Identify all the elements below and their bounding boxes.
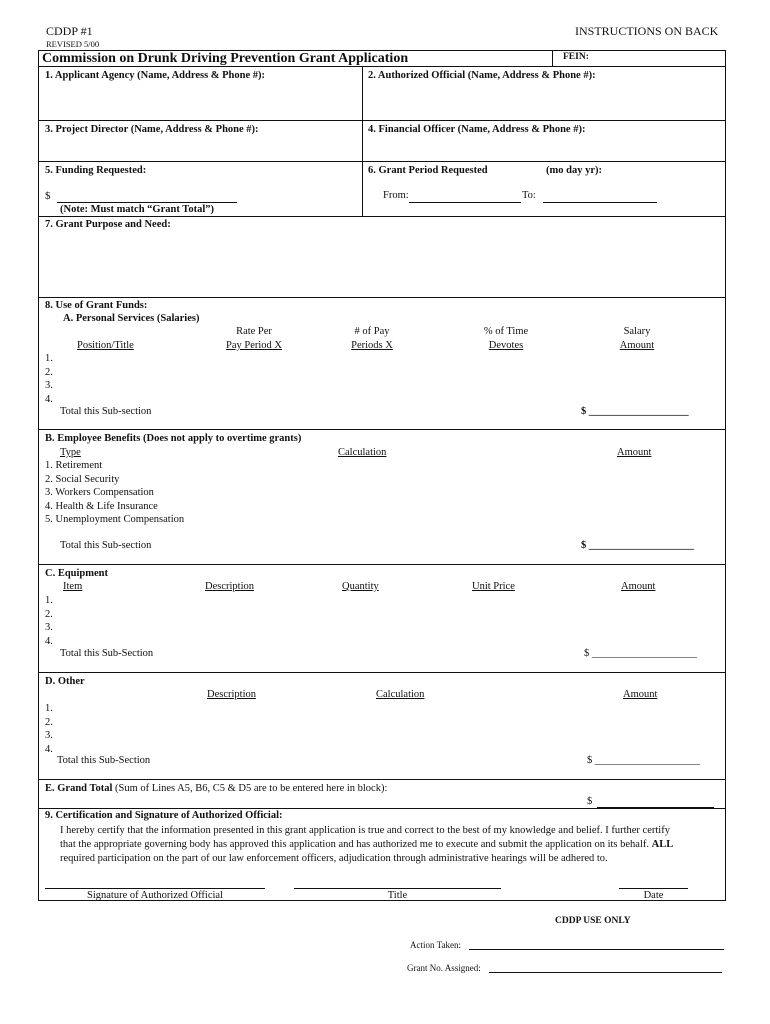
certification-line-1: I hereby certify that the information presented in this grant application is true and correct to the best of my knowledge and belief. I further certify [60,825,670,836]
col-pct-time: % of Time [483,326,529,337]
equipment-rows [45,594,53,648]
other-rows [45,702,53,756]
list-item: 4. [45,635,53,647]
employee-benefits-label: B. Employee Benefits (Does not apply to overtime grants) [45,433,302,444]
signature-label: Signature of Authorized Official [87,890,223,901]
col-other-description: Description [207,689,256,700]
list-item: 4. [45,743,53,755]
other-field[interactable] [60,702,720,756]
col-benefits-amount: Amount [617,447,652,458]
col-amount: Amount [619,340,655,351]
col-type-text: Type [60,447,81,458]
funding-dollar-sign: $ [45,190,51,202]
title-field[interactable] [294,872,501,888]
funding-note: (Note: Must match “Grant Total”) [60,204,214,215]
personal-services-rows [45,352,53,406]
date-line [619,888,688,889]
personal-services-label: A. Personal Services (Salaries) [63,313,200,324]
grant-period-label: 6. Grant Period Requested [368,165,488,176]
project-director-field[interactable] [42,138,358,160]
applicant-agency-field[interactable] [42,84,358,118]
grant-period-format: (mo day yr): [546,165,602,176]
fein-label: FEIN: [563,52,589,62]
grant-from-label: From: [383,190,409,201]
col-other-amount: Amount [623,689,658,700]
list-item: 1. Retirement [45,460,103,471]
instructions-note: INSTRUCTIONS ON BACK [575,24,719,38]
col-rate-per: Rate Per [236,326,272,337]
title-label: Title [387,890,408,901]
benefits-rows [45,459,184,527]
list-item: 1. [45,353,53,364]
financial-officer-label: 4. Financial Officer (Name, Address & Phone #): [368,124,586,135]
signature-line [45,888,265,889]
certification-line-3: required participation on the part of our law enforcement officers, adjudication through administrative hearings will be adhered to. [60,853,608,864]
grant-to-label: To: [522,190,536,201]
list-item: 3. Workers Compensation [45,487,154,498]
grand-total-note: (Sum of Lines A5, B6, C5 & D5 are to be entered here in block): [115,783,388,794]
applicant-agency-label: 1. Applicant Agency (Name, Address & Phone #): [45,70,266,81]
date-label: Date [643,890,664,901]
grand-total-dollar: $ [587,796,593,807]
form-id: CDDP #1 [46,24,93,38]
grant-to-field[interactable] [543,190,657,203]
list-item: 1. [45,595,53,606]
funding-requested-label: 5. Funding Requested: [45,165,147,176]
page-title: Commission on Drunk Driving Prevention Grant Application [42,51,409,66]
financial-officer-field[interactable] [366,138,722,160]
certification-text [60,824,725,866]
personal-services-field[interactable] [60,352,720,406]
list-item: 2. [45,366,53,378]
other-total-label: Total this Sub-Section [57,755,151,766]
action-taken-label: Action Taken: [410,940,461,950]
revised-date: REVISED 5/00 [46,39,100,49]
equipment-total-field[interactable]: $ ____________________ [584,648,697,659]
col-unit-price: Unit Price [472,581,515,592]
list-item: 2. Social Security [45,473,120,485]
authorized-official-label: 2. Authorized Official (Name, Address & Phone #): [368,70,596,81]
list-item: 2. [45,716,53,728]
col-other-calculation: Calculation [376,689,425,700]
certification-all: ALL [651,839,674,850]
col-salary: Salary [623,326,651,337]
certification-label: 9. Certification and Signature of Authorized Official: [45,810,283,821]
list-item: 5. Unemployment Compensation [45,514,185,525]
col-pay-period: Pay Period X [226,340,282,351]
personal-services-total-label: Total this Sub-section [60,406,152,417]
grant-purpose-field[interactable] [42,234,722,294]
grand-total-row [45,783,387,794]
action-taken-field[interactable] [469,938,724,950]
authorized-official-field[interactable] [366,84,722,118]
col-quantity: Quantity [342,581,379,592]
list-item: 3. [45,622,53,633]
equipment-total-label: Total this Sub-Section [60,648,154,659]
other-label: D. Other [45,676,85,687]
certification-line-2 [60,838,725,852]
col-position-title: Position/Title [77,340,134,351]
list-item: 1. [45,703,53,714]
grant-from-field[interactable] [409,190,521,203]
list-item: 4. [45,393,53,405]
col-equip-description: Description [205,581,254,592]
grant-purpose-label: 7. Grant Purpose and Need: [45,219,171,230]
certification-line-2-text: that the appropriate governing body has approved this application and has authorized me to execute and submit the application on its behalf. [60,839,649,850]
grant-no-label: Grant No. Assigned: [407,963,481,973]
col-devotes: Devotes [488,340,524,351]
list-item: 3. [45,380,53,391]
office-use-heading: CDDP USE ONLY [555,916,631,926]
signature-field[interactable] [45,872,265,888]
col-calculation: Calculation [338,447,387,458]
fein-field[interactable] [600,51,720,65]
benefits-total-field[interactable]: $ ____________________ [581,540,694,551]
date-field[interactable] [619,872,688,888]
title-line [294,888,501,889]
grant-no-field[interactable] [489,961,722,973]
list-item: 4. Health & Life Insurance [45,500,158,512]
col-num-pay: # of Pay [354,326,390,337]
col-item: Item [63,581,83,592]
project-director-label: 3. Project Director (Name, Address & Phone #): [45,124,259,135]
personal-services-total-field[interactable]: $ ___________________ [581,406,689,417]
funding-requested-field[interactable] [57,190,237,203]
grand-total-field[interactable] [597,795,714,808]
col-periods: Periods X [351,340,393,351]
col-equip-amount: Amount [621,581,656,592]
other-total-field[interactable]: $ ____________________ [587,755,700,766]
equipment-field[interactable] [60,594,720,648]
list-item: 2. [45,608,53,620]
list-item: 3. [45,730,53,741]
benefits-total-label: Total this Sub-section [60,540,152,551]
use-of-funds-label: 8. Use of Grant Funds: [45,300,148,311]
col-type [60,447,107,458]
grand-total-label: E. Grand Total [45,783,113,794]
equipment-label: C. Equipment [45,568,109,579]
